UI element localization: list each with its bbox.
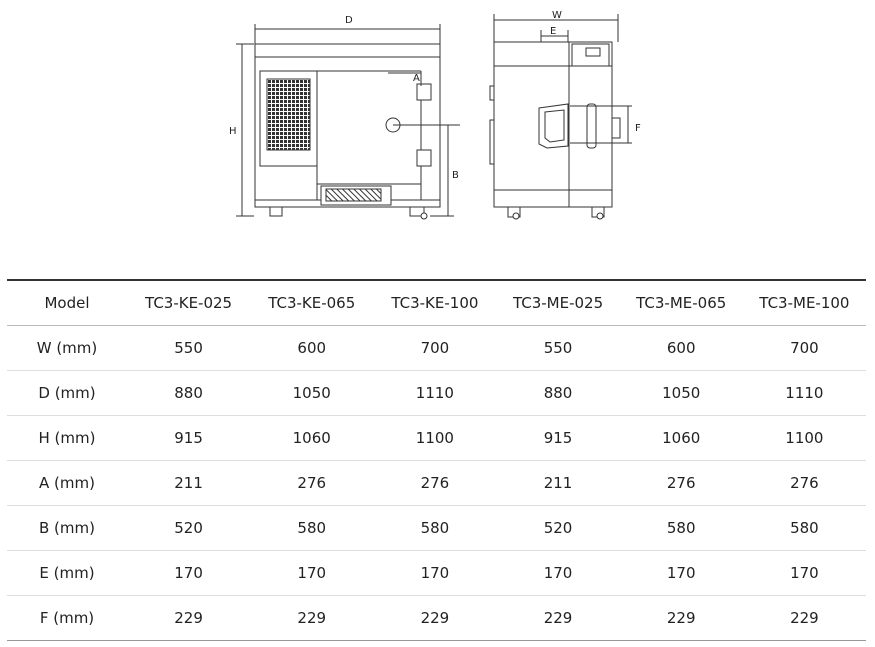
row-label: F (mm) [39,609,95,627]
table-cell: 1110 [785,384,824,402]
column-header-model: Model [7,280,127,326]
row-label: D (mm) [38,384,96,402]
dim-label-a: A [413,73,420,84]
row-label: A (mm) [39,474,95,492]
spec-table [7,279,866,641]
table-row [7,506,866,551]
column-header: TC3-ME-100 [743,280,866,326]
table-cell: 700 [420,339,450,357]
table-cell: 229 [666,609,696,627]
table-cell: 276 [666,474,696,492]
table-cell: 1050 [662,384,701,402]
table-cell: 229 [420,609,450,627]
front-view [490,14,632,219]
column-header: TC3-KE-100 [373,280,496,326]
table-cell: 600 [297,339,327,357]
table-cell: 1100 [415,429,454,447]
table-cell: 170 [297,564,327,582]
table-cell: 229 [790,609,819,627]
dim-label-e: E [550,26,557,37]
table-cell: 211 [543,474,573,492]
dimension-drawing [0,0,875,270]
table-cell: 700 [790,339,819,357]
table-row [7,416,866,461]
table-cell: 170 [174,564,203,582]
dim-label-b: B [452,170,459,181]
table-cell: 550 [543,339,573,357]
table-cell: 211 [174,474,203,492]
row-label: B (mm) [39,519,95,537]
table-header-row [7,280,866,326]
table-cell: 1100 [785,429,824,447]
table-row [7,326,866,371]
dim-label-f: F [635,123,641,134]
table-cell: 580 [666,519,696,537]
table-cell: 880 [543,384,573,402]
table-cell: 600 [666,339,696,357]
table-cell: 1060 [292,429,331,447]
table-cell: 170 [790,564,819,582]
table-row [7,596,866,641]
table-cell: 229 [297,609,327,627]
table-cell: 915 [174,429,203,447]
table-cell: 229 [543,609,573,627]
table-cell: 276 [297,474,327,492]
column-header: TC3-ME-025 [496,280,619,326]
table-cell: 170 [666,564,696,582]
column-header: TC3-ME-065 [620,280,743,326]
dim-label-h: H [229,126,237,137]
column-header: TC3-KE-025 [127,280,250,326]
table-row [7,551,866,596]
table-cell: 520 [543,519,573,537]
table-cell: 915 [543,429,573,447]
table-row [7,371,866,416]
table-cell: 520 [174,519,203,537]
table-row [7,461,866,506]
table-cell: 1110 [415,384,454,402]
table-cell: 880 [174,384,203,402]
table-cell: 1060 [662,429,701,447]
row-label: E (mm) [39,564,95,582]
table-cell: 229 [174,609,203,627]
table-cell: 276 [420,474,450,492]
side-view [236,24,460,219]
table-cell: 580 [790,519,819,537]
row-label: W (mm) [36,339,98,357]
row-label: H (mm) [38,429,96,447]
table-cell: 580 [297,519,327,537]
column-header: TC3-KE-065 [250,280,373,326]
table-cell: 580 [420,519,450,537]
dim-label-d: D [345,15,353,26]
table-cell: 170 [420,564,450,582]
table-cell: 276 [790,474,819,492]
dim-label-w: W [552,10,562,21]
table-cell: 170 [543,564,573,582]
table-cell: 1050 [292,384,331,402]
table-cell: 550 [174,339,203,357]
